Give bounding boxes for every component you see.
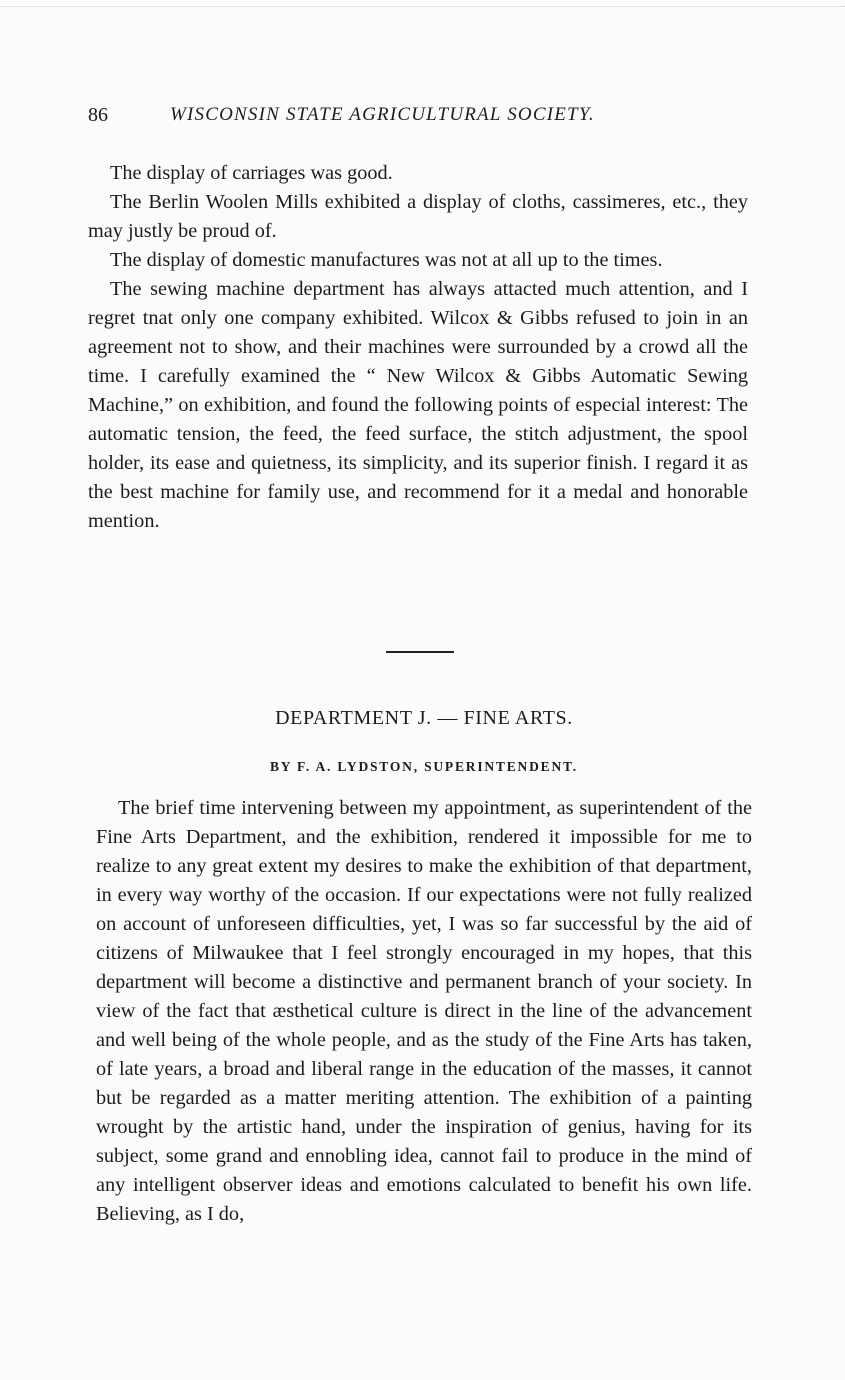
page-number: 86 <box>88 104 108 126</box>
body-text-section-1 <box>88 159 748 536</box>
paragraph-carriages: The display of carriages was good. <box>110 162 393 184</box>
body-text-section-2 <box>96 794 752 1229</box>
section-divider <box>386 651 454 653</box>
journal-title: WISCONSIN STATE AGRICULTURAL SOCIETY. <box>170 104 595 125</box>
paragraph-sewing-machines: The sewing machine department has always attacted much attention, and I regret tnat only one company exhibited. Wilcox & Gibbs refused to join in an agreement not to show, and their machines were surrounded by a crowd all the time. I carefully examined the “ New Wilcox & Gibbs Automatic Sewing Machine,” on exhibition, and found the following points of especial interest: The automatic tension, the feed, the feed surface, the stitch adjustment, the spool holder, its ease and quietness, its simplicity, and its superior finish. I regard it as the best machine for family use, and recommend for it a medal and honorable mention. <box>88 278 748 532</box>
paragraph-domestic-manufactures: The display of domestic manufactures was not at all up to the times. <box>110 249 663 271</box>
top-edge-rule <box>0 6 845 7</box>
section-heading: DEPARTMENT J. — FINE ARTS. <box>275 707 573 729</box>
running-head <box>88 100 688 130</box>
byline: BY F. A. LYDSTON, SUPERINTENDENT. <box>270 759 578 774</box>
paragraph-fine-arts: The brief time intervening between my appointment, as superintendent of the Fine Arts Department, and the exhibition, rendered it impossible for me to realize to any great extent my desires to make the exhibition of that department, in every way worthy of the occasion. If our expectations were not fully realized on account of unforeseen difficulties, yet, I was so far successful by the aid of citizens of Milwaukee that I feel strongly encouraged in my hopes, that this department will become a distinctive and permanent branch of your society. In view of the fact that æsthetical culture is direct in the line of the advancement and well being of the whole people, and as the study of the Fine Arts has taken, of late years, a broad and liberal range in the education of the masses, it cannot but be regarded as a matter meriting attention. The exhibition of a painting wrought by the artistic hand, under the inspiration of genius, having for its subject, some grand and ennobling idea, cannot fail to produce in the mind of any intelligent observer ideas and emotions calculated to benefit his own life. Believing, as I do, <box>96 797 752 1225</box>
paragraph-woolen-mills: The Berlin Woolen Mills exhibited a display of cloths, cassimeres, etc., they may justly be proud of. <box>88 191 748 242</box>
